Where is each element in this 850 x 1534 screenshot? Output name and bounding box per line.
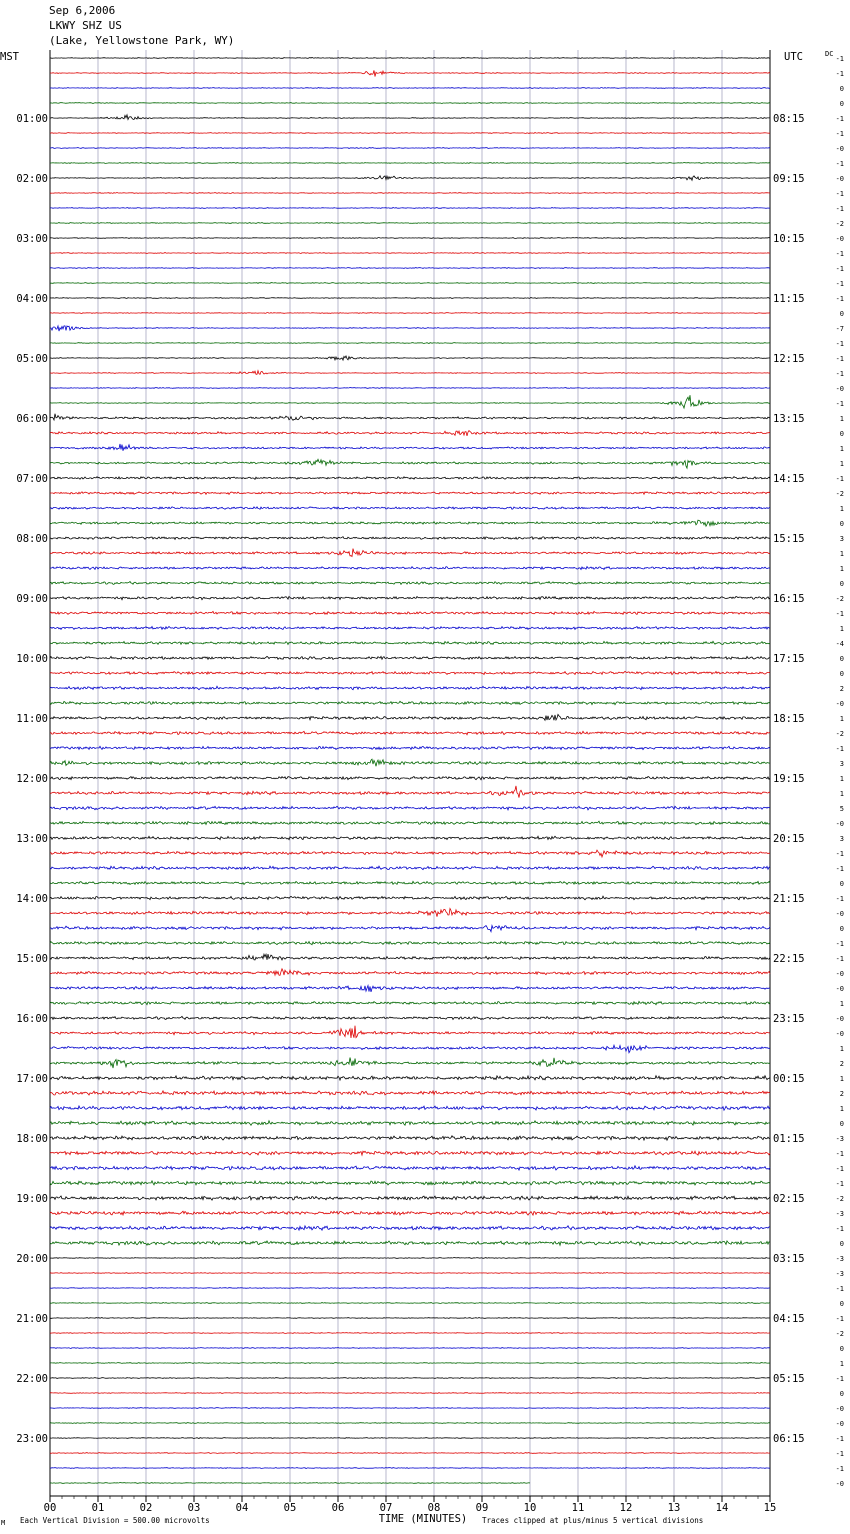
dc-header-label: DC — [825, 50, 834, 58]
dc-offset-label: 1 — [839, 775, 844, 783]
left-hour-label: 12:00 — [16, 773, 48, 785]
trace-line — [50, 1121, 770, 1126]
station-location: (Lake, Yellowstone Park, WY) — [49, 34, 235, 47]
trace-line — [50, 1181, 770, 1185]
trace-line — [50, 777, 770, 780]
trace-line — [50, 1091, 770, 1095]
trace-line — [50, 58, 770, 59]
right-hour-label: 01:15 — [773, 1133, 805, 1145]
dc-offset-label: 0 — [839, 85, 844, 93]
dc-offset-label: 0 — [839, 100, 844, 108]
dc-offset-label: -0 — [835, 1405, 844, 1413]
dc-offset-label: -1 — [835, 265, 844, 273]
right-hour-label: 06:15 — [773, 1433, 805, 1445]
dc-offset-label: -1 — [835, 250, 844, 258]
trace-line — [50, 477, 770, 480]
dc-offset-label: 3 — [839, 535, 844, 543]
trace-line — [50, 148, 770, 149]
trace-line — [50, 821, 770, 825]
trace-line — [50, 1045, 770, 1052]
dc-offset-label: 1 — [839, 445, 844, 453]
right-hour-label: 03:15 — [773, 1253, 805, 1265]
trace-line — [50, 896, 770, 900]
left-hour-label: 15:00 — [16, 953, 48, 965]
x-tick-label: 00 — [43, 1502, 57, 1514]
dc-offset-label: 1 — [839, 1105, 844, 1113]
x-tick-label: 14 — [715, 1502, 729, 1514]
trace-line — [50, 1318, 770, 1319]
right-hour-label: 18:15 — [773, 713, 805, 725]
right-hour-label: 00:15 — [773, 1073, 805, 1085]
trace-line — [50, 926, 770, 932]
trace-line — [50, 641, 770, 644]
dc-offset-label: -1 — [835, 340, 844, 348]
dc-offset-label: 0 — [839, 310, 844, 318]
dc-offset-label: 1 — [839, 415, 844, 423]
dc-offset-label: 0 — [839, 670, 844, 678]
dc-offset-label: 0 — [839, 655, 844, 663]
left-hour-label: 07:00 — [16, 473, 48, 485]
dc-offset-label: -3 — [835, 1270, 844, 1278]
trace-line — [50, 176, 770, 181]
dc-offset-label: -1 — [835, 55, 844, 63]
dc-offset-label: -2 — [835, 490, 844, 498]
trace-line — [50, 1363, 770, 1364]
dc-offset-label: -1 — [835, 355, 844, 363]
trace-line — [50, 88, 770, 89]
seismic-traces — [50, 58, 770, 1484]
dc-offset-label: 1 — [839, 550, 844, 558]
dc-offset-label: -1 — [835, 1165, 844, 1173]
trace-line — [50, 549, 770, 557]
trace-line — [50, 1076, 770, 1080]
dc-offset-label: -3 — [835, 1255, 844, 1263]
dc-offset-label: 1 — [839, 1075, 844, 1083]
trace-line — [50, 1378, 770, 1379]
trace-line — [50, 627, 770, 630]
dc-offset-label: 1 — [839, 790, 844, 798]
trace-line — [50, 611, 770, 614]
trace-line — [50, 786, 770, 798]
trace-line — [50, 954, 770, 960]
dc-offset-label: -1 — [835, 1465, 844, 1473]
trace-line — [50, 444, 770, 451]
dc-offset-label: -0 — [835, 1420, 844, 1428]
trace-line — [50, 866, 770, 869]
trace-line — [50, 1058, 770, 1069]
trace-line — [50, 163, 770, 164]
dc-offset-label: -1 — [835, 475, 844, 483]
trace-line — [50, 1226, 770, 1230]
trace-line — [50, 70, 770, 76]
dc-offset-label: -1 — [835, 955, 844, 963]
trace-line — [50, 582, 770, 585]
trace-line — [50, 1241, 770, 1245]
right-hour-label: 23:15 — [773, 1013, 805, 1025]
dc-offset-label: -0 — [835, 385, 844, 393]
x-tick-label: 13 — [667, 1502, 681, 1514]
dc-offset-label: 1 — [839, 460, 844, 468]
trace-line — [50, 1438, 770, 1439]
dc-offset-label: -1 — [835, 610, 844, 618]
trace-line — [50, 208, 770, 209]
left-hour-label: 18:00 — [16, 1133, 48, 1145]
right-hour-label: 17:15 — [773, 653, 805, 665]
trace-line — [50, 1288, 770, 1289]
trace-line — [50, 283, 770, 284]
trace-line — [50, 656, 770, 659]
right-hour-label: 09:15 — [773, 173, 805, 185]
trace-line — [50, 1348, 770, 1349]
trace-line — [50, 223, 770, 224]
x-tick-label: 02 — [139, 1502, 153, 1514]
dc-offset-label: 3 — [839, 760, 844, 768]
trace-line — [50, 881, 770, 884]
dc-offset-label: -2 — [835, 220, 844, 228]
dc-offset-label: -2 — [835, 595, 844, 603]
trace-line — [50, 1136, 770, 1140]
dc-offset-label: -0 — [835, 175, 844, 183]
right-hour-label: 22:15 — [773, 953, 805, 965]
right-hour-label: 08:15 — [773, 113, 805, 125]
left-hour-label: 21:00 — [16, 1313, 48, 1325]
left-hour-label: 02:00 — [16, 173, 48, 185]
x-tick-label: 07 — [379, 1502, 393, 1514]
right-hour-label: 16:15 — [773, 593, 805, 605]
dc-offset-label: 2 — [839, 685, 844, 693]
dc-offset-label: -4 — [835, 640, 844, 648]
dc-offset-label: -2 — [835, 730, 844, 738]
x-tick-label: 12 — [619, 1502, 633, 1514]
dc-offset-label: -1 — [835, 865, 844, 873]
dc-offset-label: 0 — [839, 430, 844, 438]
left-hour-label: 10:00 — [16, 653, 48, 665]
dc-offset-label: -2 — [835, 1330, 844, 1338]
trace-line — [50, 520, 770, 526]
trace-line — [50, 193, 770, 194]
trace-line — [50, 431, 770, 436]
trace-line — [50, 103, 770, 104]
trace-line — [50, 1258, 770, 1259]
trace-line — [50, 850, 770, 857]
dc-offset-label: -1 — [835, 1150, 844, 1158]
dc-offset-label: 0 — [839, 1240, 844, 1248]
dc-offset-label: 1 — [839, 565, 844, 573]
dc-offset-label: -1 — [835, 190, 844, 198]
right-hour-label: 20:15 — [773, 833, 805, 845]
dc-offset-label: -1 — [835, 295, 844, 303]
right-hour-label: 10:15 — [773, 233, 805, 245]
right-hour-label: 19:15 — [773, 773, 805, 785]
left-hour-label: 23:00 — [16, 1433, 48, 1445]
trace-line — [50, 1106, 770, 1110]
dc-offset-label: -0 — [835, 1030, 844, 1038]
trace-line — [50, 909, 770, 917]
left-hour-label: 03:00 — [16, 233, 48, 245]
trace-line — [50, 986, 770, 992]
clip-note: Traces clipped at plus/minus 5 vertical divisions — [482, 1516, 704, 1525]
trace-line — [50, 298, 770, 299]
left-hour-label: 11:00 — [16, 713, 48, 725]
trace-line — [50, 714, 770, 720]
trace-line — [50, 746, 770, 749]
trace-line — [50, 1408, 770, 1409]
left-hour-label: 16:00 — [16, 1013, 48, 1025]
dc-offset-label: 5 — [839, 805, 844, 813]
left-hour-label: 01:00 — [16, 113, 48, 125]
trace-line — [50, 759, 770, 766]
dc-offset-label: -1 — [835, 1225, 844, 1233]
dc-offset-label: -1 — [835, 1435, 844, 1443]
x-axis-title: TIME (MINUTES) — [378, 1513, 468, 1525]
dc-offset-label: -0 — [835, 820, 844, 828]
x-tick-label: 15 — [763, 1502, 777, 1514]
trace-line — [50, 1001, 770, 1004]
right-hour-label: 02:15 — [773, 1193, 805, 1205]
dc-offset-label: -1 — [835, 370, 844, 378]
left-timezone-label: MST — [0, 51, 19, 63]
station-code: LKWY SHZ US — [49, 19, 122, 32]
dc-offset-label: -3 — [835, 1210, 844, 1218]
left-hour-label: 04:00 — [16, 293, 48, 305]
trace-line — [50, 371, 770, 375]
dc-offset-label: -0 — [835, 1015, 844, 1023]
left-hour-label: 09:00 — [16, 593, 48, 605]
trace-line — [50, 1453, 770, 1454]
dc-offset-label: -0 — [835, 235, 844, 243]
trace-line — [50, 492, 770, 495]
trace-line — [50, 238, 770, 239]
trace-line — [50, 597, 770, 600]
dc-offset-label: -1 — [835, 115, 844, 123]
trace-line — [50, 1166, 770, 1170]
dc-offset-label: -1 — [835, 1180, 844, 1188]
dc-offset-label: -1 — [835, 400, 844, 408]
left-hour-label: 22:00 — [16, 1373, 48, 1385]
dc-offset-label: -1 — [835, 1375, 844, 1383]
dc-offset-label: -0 — [835, 910, 844, 918]
trace-line — [50, 1273, 770, 1274]
trace-line — [50, 1016, 770, 1019]
trace-line — [50, 836, 770, 839]
dc-offset-label: 3 — [839, 835, 844, 843]
right-hour-label: 15:15 — [773, 533, 805, 545]
trace-line — [50, 133, 770, 134]
dc-offset-label: 1 — [839, 715, 844, 723]
x-tick-label: 03 — [187, 1502, 201, 1514]
trace-line — [50, 567, 770, 570]
trace-line — [50, 253, 770, 254]
dc-offset-label: 1 — [839, 1000, 844, 1008]
left-hour-label: 17:00 — [16, 1073, 48, 1085]
right-hour-label: 21:15 — [773, 893, 805, 905]
dc-offset-label: -2 — [835, 1195, 844, 1203]
trace-line — [50, 701, 770, 704]
dc-offset-label: 0 — [839, 925, 844, 933]
trace-line — [50, 1423, 770, 1424]
dc-offset-label: 1 — [839, 625, 844, 633]
left-hour-label: 14:00 — [16, 893, 48, 905]
dc-offset-label: 1 — [839, 1360, 844, 1368]
dc-offset-label: -1 — [835, 280, 844, 288]
dc-offset-label: 2 — [839, 1060, 844, 1068]
dc-offset-label: 0 — [839, 1300, 844, 1308]
left-hour-label: 06:00 — [16, 413, 48, 425]
dc-offset-label: 0 — [839, 1390, 844, 1398]
right-hour-label: 04:15 — [773, 1313, 805, 1325]
trace-line — [50, 1393, 770, 1394]
dc-offset-label: 0 — [839, 580, 844, 588]
dc-offset-label: 2 — [839, 1090, 844, 1098]
trace-line — [50, 395, 770, 408]
dc-offset-label: 0 — [839, 1120, 844, 1128]
right-hour-label: 14:15 — [773, 473, 805, 485]
trace-line — [50, 686, 770, 689]
dc-offset-label: -1 — [835, 895, 844, 903]
trace-line — [50, 1211, 770, 1215]
left-hour-label: 20:00 — [16, 1253, 48, 1265]
x-tick-label: 11 — [571, 1502, 585, 1514]
record-date: Sep 6,2006 — [49, 4, 116, 17]
dc-offset-label: -1 — [835, 850, 844, 858]
dc-offset-label: -3 — [835, 1135, 844, 1143]
trace-line — [50, 459, 770, 468]
left-hour-label: 08:00 — [16, 533, 48, 545]
x-tick-label: 01 — [91, 1502, 105, 1514]
dc-offset-label: 0 — [839, 1345, 844, 1353]
left-hour-label: 19:00 — [16, 1193, 48, 1205]
trace-line — [50, 326, 770, 331]
x-tick-label: 09 — [475, 1502, 489, 1514]
x-tick-label: 10 — [523, 1502, 537, 1514]
dc-offset-label: 1 — [839, 505, 844, 513]
right-hour-label: 12:15 — [773, 353, 805, 365]
trace-line — [50, 1026, 770, 1038]
dc-offset-label: -7 — [835, 325, 844, 333]
dc-offset-label: -1 — [835, 1315, 844, 1323]
dc-offset-label: -0 — [835, 700, 844, 708]
right-hour-label: 11:15 — [773, 293, 805, 305]
trace-line — [50, 1468, 770, 1469]
right-hour-label: 13:15 — [773, 413, 805, 425]
dc-offset-label: -1 — [835, 160, 844, 168]
dc-offset-label: -0 — [835, 970, 844, 978]
trace-line — [50, 356, 770, 360]
x-tick-label: 08 — [427, 1502, 441, 1514]
trace-line — [50, 731, 770, 734]
trace-line — [50, 313, 770, 314]
dc-offset-label: -1 — [835, 1285, 844, 1293]
left-hour-label: 05:00 — [16, 353, 48, 365]
trace-line — [50, 969, 770, 976]
dc-offset-label: -0 — [835, 1480, 844, 1488]
dc-offset-label: 0 — [839, 880, 844, 888]
dc-offset-label: -1 — [835, 130, 844, 138]
dc-offset-label: -1 — [835, 70, 844, 78]
dc-offset-label: 1 — [839, 1045, 844, 1053]
axis-labels — [16, 55, 844, 1514]
trace-line — [50, 414, 770, 421]
trace-line — [50, 806, 770, 810]
x-tick-label: 06 — [331, 1502, 345, 1514]
dc-offset-label: -1 — [835, 205, 844, 213]
trace-line — [50, 507, 770, 510]
trace-line — [50, 388, 770, 389]
trace-line — [50, 343, 770, 344]
trace-line — [50, 1196, 770, 1200]
dc-offset-label: -1 — [835, 940, 844, 948]
x-tick-label: 05 — [283, 1502, 297, 1514]
trace-line — [50, 1333, 770, 1334]
dc-offset-label: -1 — [835, 745, 844, 753]
dc-offset-label: 0 — [839, 520, 844, 528]
scale-note: Each Vertical Division = 500.00 microvolts — [20, 1516, 210, 1525]
trace-line — [50, 671, 770, 674]
right-timezone-label: UTC — [784, 51, 803, 63]
trace-line — [50, 941, 770, 944]
trace-line — [50, 115, 770, 120]
trace-line — [50, 537, 770, 540]
trace-line — [50, 1303, 770, 1304]
dc-offset-label: -0 — [835, 985, 844, 993]
trace-line — [50, 268, 770, 269]
trace-line — [50, 1151, 770, 1155]
x-tick-label: 04 — [235, 1502, 249, 1514]
right-hour-label: 05:15 — [773, 1373, 805, 1385]
left-hour-label: 13:00 — [16, 833, 48, 845]
dc-offset-label: -0 — [835, 145, 844, 153]
corner-mark: M — [1, 1519, 6, 1527]
dc-offset-label: -1 — [835, 1450, 844, 1458]
